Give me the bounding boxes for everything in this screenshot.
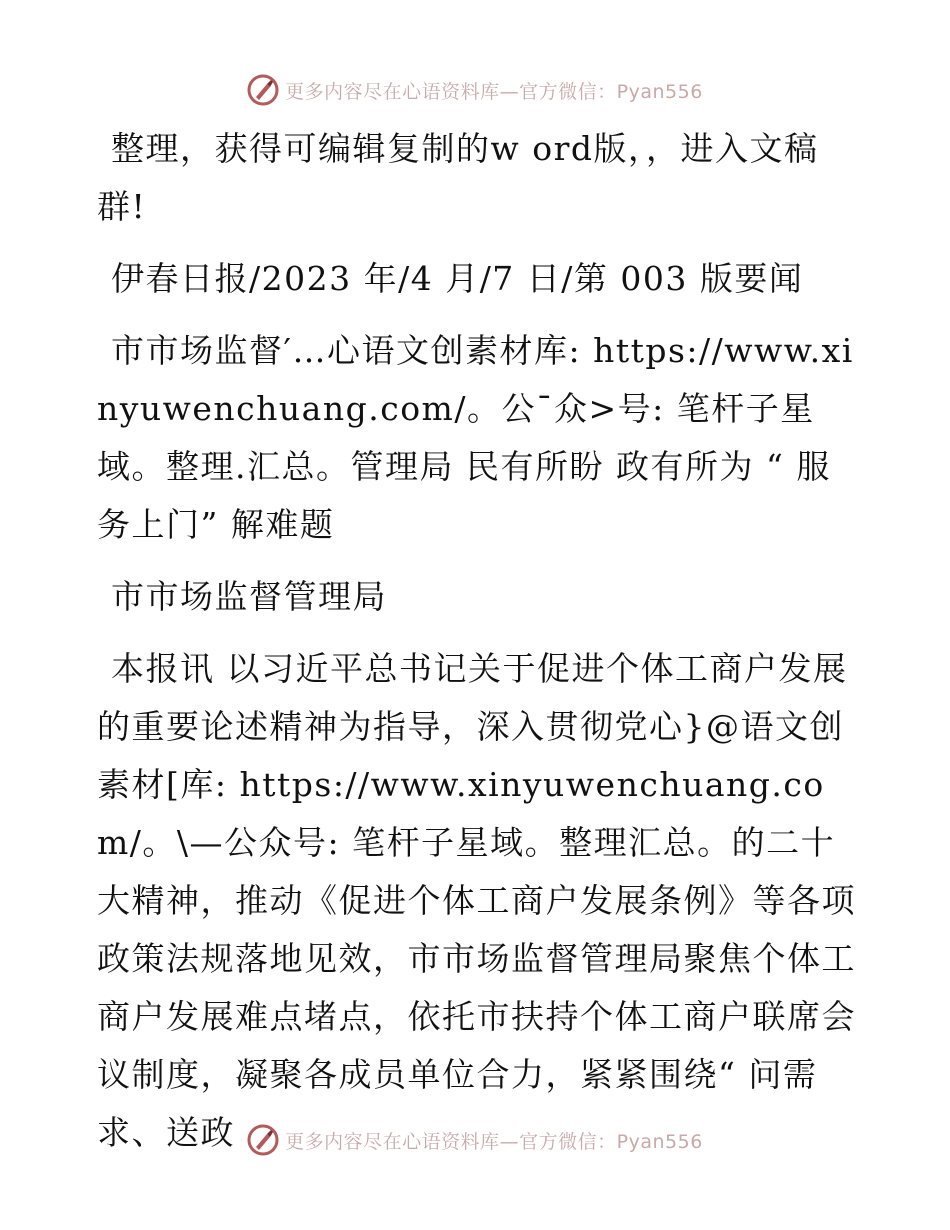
footer-watermark	[0, 1120, 950, 1160]
header-watermark	[0, 70, 950, 110]
watermark-text: 更多内容尽在心语资料库—官方微信：Pyan556	[285, 80, 703, 103]
document-body	[97, 120, 857, 1162]
headline-paragraph: 市市场监督′…心语文创素材库: https://www.xinyuwenchuang.com/。公¯众>号: 笔杆子星域。整理.汇总。管理局 民有所盼 政有所为 “ 服务上门” 解难题	[97, 331, 854, 544]
watermark-text: 更多内容尽在心语资料库—官方微信：Pyan556	[285, 1130, 703, 1153]
intro-paragraph: 整理，获得可编辑复制的w ord版，，进入文稿群!	[97, 129, 819, 226]
source-line: 伊春日报/2023 年/4 月/7 日/第 003 版要闻	[111, 259, 804, 298]
body-paragraph: 本报讯 以习近平总书记关于促进个体工商户发展的重要论述精神为指导，深入贯彻党心}@语文创素材[库: https://www.xinyuwenchuang.com/。\—公众号: 笔杆子星域。整理汇总。的二十大精神，推动《促进个体工商户发展条例》等各项政策法规落地见效，市市场监督管理局聚焦个体工商户发展难点堵点，依托市扶持个体工商户联席会议制度，凝聚各成员单位合力，紧紧围绕“ 问需求、送政	[97, 649, 856, 1152]
pen-logo-icon	[247, 1124, 279, 1156]
pen-logo-icon	[247, 74, 279, 106]
author-line: 市市场监督管理局	[111, 577, 387, 616]
